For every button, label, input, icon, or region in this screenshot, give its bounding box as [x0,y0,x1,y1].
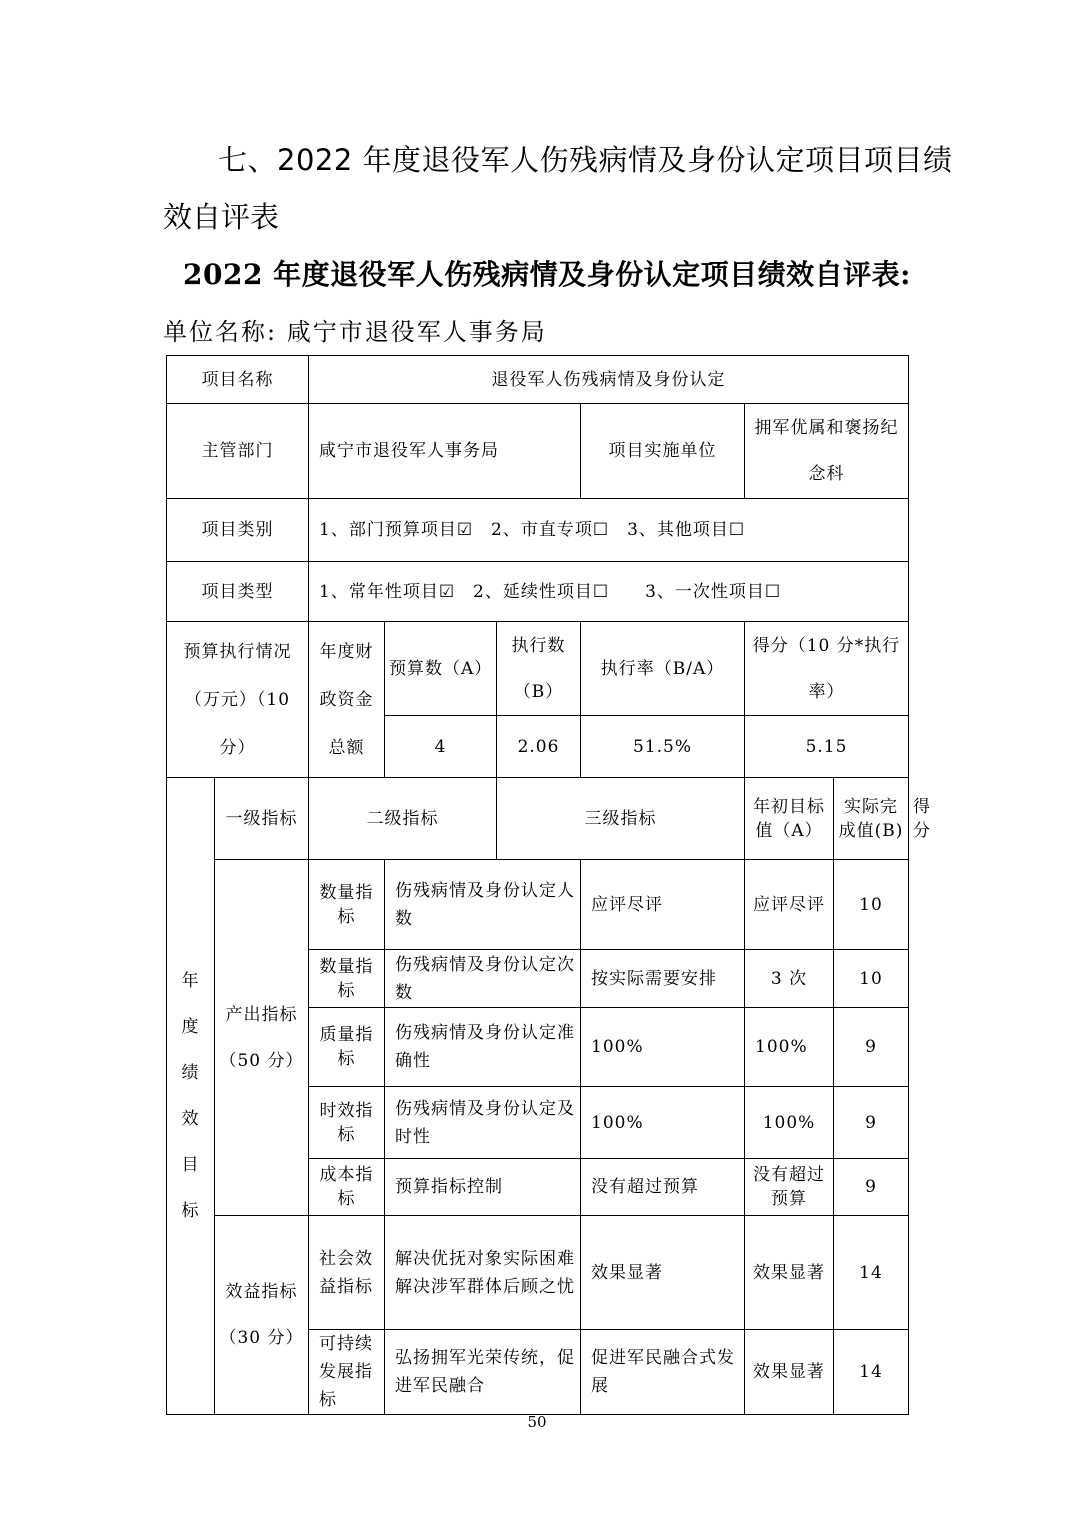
budget-a-value: 4 [385,716,497,778]
row6-level3: 解决优抚对象实际困难 解决涉军群体后顾之忧 [385,1216,581,1330]
row2-level2: 数量指标 [309,950,385,1008]
row2-level3: 伤残病情及身份认定次数 [385,950,581,1008]
row7-level2: 可持续发展指标 [309,1330,385,1415]
row4-score: 9 [834,1087,909,1159]
section-heading-line2: 效自评表 [163,200,280,234]
row1-level3: 伤残病情及身份认定人数 [385,860,581,950]
row5-target: 没有超过预算 [581,1159,745,1216]
rate-label: 执行率（B/A） [581,622,745,716]
unit-name-line: 单位名称: 咸宁市退役军人事务局 [163,318,547,346]
performance-table: 项目名称 退役军人伤残病情及身份认定 主管部门 咸宁市退役军人事务局 项目实施单位 拥军优属和褒扬纪念科 项目类别 1、部门预算项目☑ 2、市直专项☐ 3、其他项目☐ 项目类型 1、常年性项目☑ 2、延续性项目☐ 3、一次性项目☐ 预算执行情况（万元）（10 分） 年度财政资金总额 预算数（A） 执行数（B） 执行率（B/A） 得分（10 分*执行率） 4 2.06 51.5% 5.15 年度绩效目标 一级指标 二级指标 三级指标 年初目标值（A） 实际完成值(B) 得分 产出指标（50 分） 数量指标 伤残病情及身份认定人数 应评尽评 应评尽评 10 数量指标 伤残病情及身份认定次数 按实际需要安排 3 次 10 质量指标 伤残病情及身份认定准确性 100% 100% 9 时效指标 伤残病情及身份认定及时性 100% 100% 9 成本指标 预算指标控制 没有超过预算 没有超过预算 9 效益指标（30 分） 社会效益指标 解决优抚对象实际困难 解决涉军群体后顾之忧 效果显著 效果显著 14 可持续发展指标 弘扬拥军光荣传统，促进军民融合 促进军民融合式发展 效果显著 14 [166,355,909,1415]
annual-performance-text: 年度绩效目标 [181,971,200,1221]
row3-target: 100% [581,1008,745,1087]
row5-actual: 没有超过预算 [745,1159,834,1216]
row4-target: 100% [581,1087,745,1159]
page-number: 50 [527,1413,547,1431]
level1-header: 一级指标 [215,778,309,860]
dept-value: 咸宁市退役军人事务局 [309,404,581,499]
row1-actual: 应评尽评 [745,860,834,950]
budget-execution-label: 预算执行情况（万元）（10 分） [167,622,309,778]
row7-score: 14 [834,1330,909,1415]
impl-unit-value: 拥军优属和褒扬纪念科 [745,404,909,499]
category-label: 项目类别 [167,499,309,562]
row3-level3: 伤残病情及身份认定准确性 [385,1008,581,1087]
dept-label: 主管部门 [167,404,309,499]
impl-unit-label: 项目实施单位 [581,404,745,499]
project-name-value: 退役军人伤残病情及身份认定 [309,356,909,404]
table-title: 2022 年度退役军人伤残病情及身份认定项目绩效自评表: [183,258,912,291]
row1-target: 应评尽评 [581,860,745,950]
project-name-label: 项目名称 [167,356,309,404]
score-formula-label: 得分（10 分*执行率） [745,622,909,716]
row3-score: 9 [834,1008,909,1087]
benefit-indicator-group: 效益指标（30 分） [215,1216,309,1415]
section-heading-line1: 七、2022 年度退役军人伤残病情及身份认定项目项目绩 [218,143,953,177]
row7-level3: 弘扬拥军光荣传统，促进军民融合 [385,1330,581,1415]
row2-actual: 3 次 [745,950,834,1008]
row6-score: 14 [834,1216,909,1330]
row6-target: 效果显著 [581,1216,745,1330]
level2-header: 二级指标 [309,778,497,860]
row2-score: 10 [834,950,909,1008]
score-value: 5.15 [745,716,909,778]
row4-level2: 时效指标 [309,1087,385,1159]
level3-header: 三级指标 [497,778,745,860]
rate-value: 51.5% [581,716,745,778]
row6-level2: 社会效益指标 [309,1216,385,1330]
row7-target: 促进军民融合式发展 [581,1330,745,1415]
row3-actual: 100% [745,1008,834,1087]
row5-level2: 成本指标 [309,1159,385,1216]
actual-header: 实际完成值(B) [834,778,909,860]
row7-actual: 效果显著 [745,1330,834,1415]
row2-target: 按实际需要安排 [581,950,745,1008]
exec-b-value: 2.06 [497,716,581,778]
row1-score: 10 [834,860,909,950]
row1-level2: 数量指标 [309,860,385,950]
row5-level3: 预算指标控制 [385,1159,581,1216]
exec-b-label: 执行数（B） [497,622,581,716]
output-indicator-group: 产出指标（50 分） [215,860,309,1216]
annual-performance-label [167,778,215,1415]
type-label: 项目类型 [167,562,309,622]
category-value: 1、部门预算项目☑ 2、市直专项☐ 3、其他项目☐ [309,499,909,562]
row4-actual: 100% [745,1087,834,1159]
row6-actual: 效果显著 [745,1216,834,1330]
row3-level2: 质量指标 [309,1008,385,1087]
row4-level3: 伤残病情及身份认定及时性 [385,1087,581,1159]
budget-a-label: 预算数（A） [385,622,497,716]
target-header: 年初目标值（A） [745,778,834,860]
row5-score: 9 [834,1159,909,1216]
type-value: 1、常年性项目☑ 2、延续性项目☐ 3、一次性项目☐ [309,562,909,622]
fiscal-total-label: 年度财政资金总额 [309,622,385,778]
